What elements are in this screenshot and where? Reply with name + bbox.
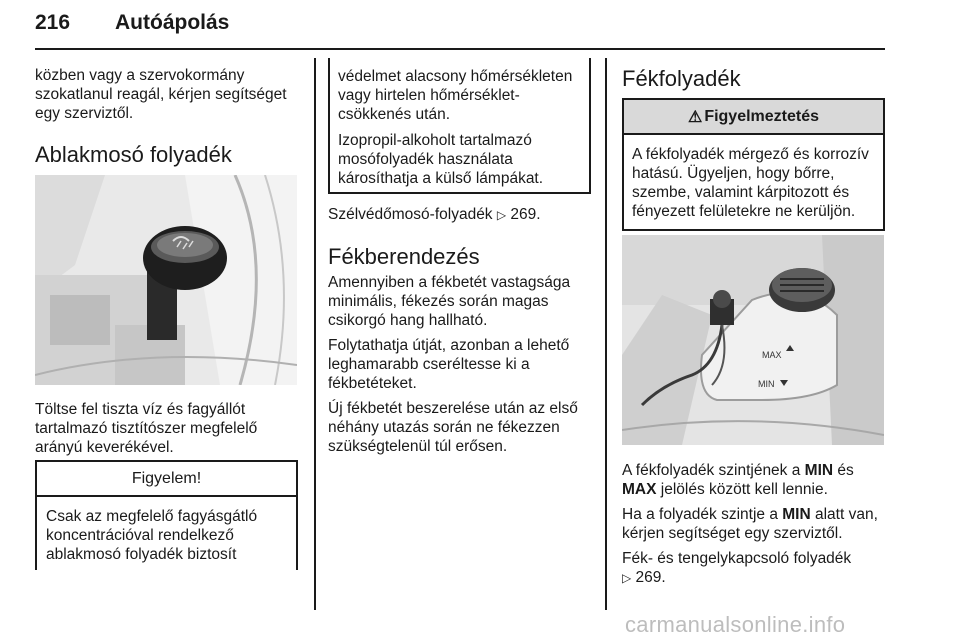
heading-brake-fluid: Fékfolyadék bbox=[622, 66, 741, 91]
notice-title: Figyelem! bbox=[37, 462, 296, 497]
notice-box bbox=[35, 460, 298, 570]
photo-label-min: MIN bbox=[758, 379, 775, 389]
notice-line: koncentrációval rendelkező bbox=[46, 527, 234, 544]
warning-box: ⚠ Figyelmeztetés A fékfolyadék mérgező és korrozív hatású. Ügyeljen, hogy bőrre, szembe, valamint kárpitozott és fényezett felületekre ne kerüljön. bbox=[622, 98, 885, 231]
section-title: Autóápolás bbox=[115, 11, 230, 34]
header-rule bbox=[35, 48, 885, 50]
washer-caption: Töltse fel tiszta víz és fagyállót tartalmazó tisztítószer megfelelő arányú keverékével. bbox=[35, 401, 258, 456]
brake-fluid-text: A fékfolyadék szintjének a MIN és MAX jelölés között kell lennie. Ha a folyadék szintje a MIN alatt van, kérjen segítséget egy szerviztől. Fék- és tengelykapcsoló folyadék ▷ 269. bbox=[622, 461, 887, 588]
page-number: 216 bbox=[35, 11, 71, 34]
brake-reservoir-illustration bbox=[622, 235, 884, 445]
notice-line: ablakmosó folyadék biztosít bbox=[46, 546, 237, 563]
intro-paragraph: közben vagy a szervokormány szokatlanul reagál, kérjen segítséget egy szerviztől. bbox=[35, 67, 287, 122]
brake-fluid-reference[interactable]: ▷ 269. bbox=[622, 569, 666, 586]
notice-box-continued: védelmet alacsony hőmérsékleten vagy hirtelen hőmérséklet- csökkenés után. Izopropil-alkoholt tartalmazó mosófolyadék használata károsíthatja a külső lámpákat. bbox=[328, 58, 591, 194]
washer-fluid-photo bbox=[35, 175, 297, 385]
washer-fluid-reference[interactable]: Szélvédőmosó-folyadék ▷ 269. bbox=[328, 206, 541, 223]
photo-label-max: MAX bbox=[762, 350, 782, 360]
brake-fluid-photo bbox=[622, 235, 884, 445]
washer-reservoir-illustration bbox=[35, 175, 297, 385]
notice-line: Csak az megfelelő fagyásgátló bbox=[46, 508, 258, 525]
heading-washer-fluid: Ablakmosó folyadék bbox=[35, 142, 232, 167]
warning-triangle-icon: ⚠ bbox=[687, 108, 703, 126]
warning-header bbox=[624, 100, 883, 135]
brake-paragraphs: Amennyiben a fékbetét vastagsága minimális, fékezés során magas csikorgó hang hallható. Folytathatja útját, azonban a lehető leghamarabb cseréltesse ki a fékbetéteket. Új fékbetét beszerelése után az első néhány utazás során ne fékezzen szükségtelenül túl erősen. bbox=[328, 274, 578, 455]
page-ref-arrow-icon: ▷ bbox=[622, 571, 632, 585]
watermark: carmanualsonline.info bbox=[625, 612, 846, 637]
column-divider-1 bbox=[314, 58, 316, 610]
heading-brake-system: Fékberendezés bbox=[328, 244, 480, 269]
page-ref-arrow-icon: ▷ bbox=[496, 208, 507, 222]
column-divider-2 bbox=[605, 58, 607, 610]
warning-title: Figyelmeztetés bbox=[704, 107, 820, 125]
